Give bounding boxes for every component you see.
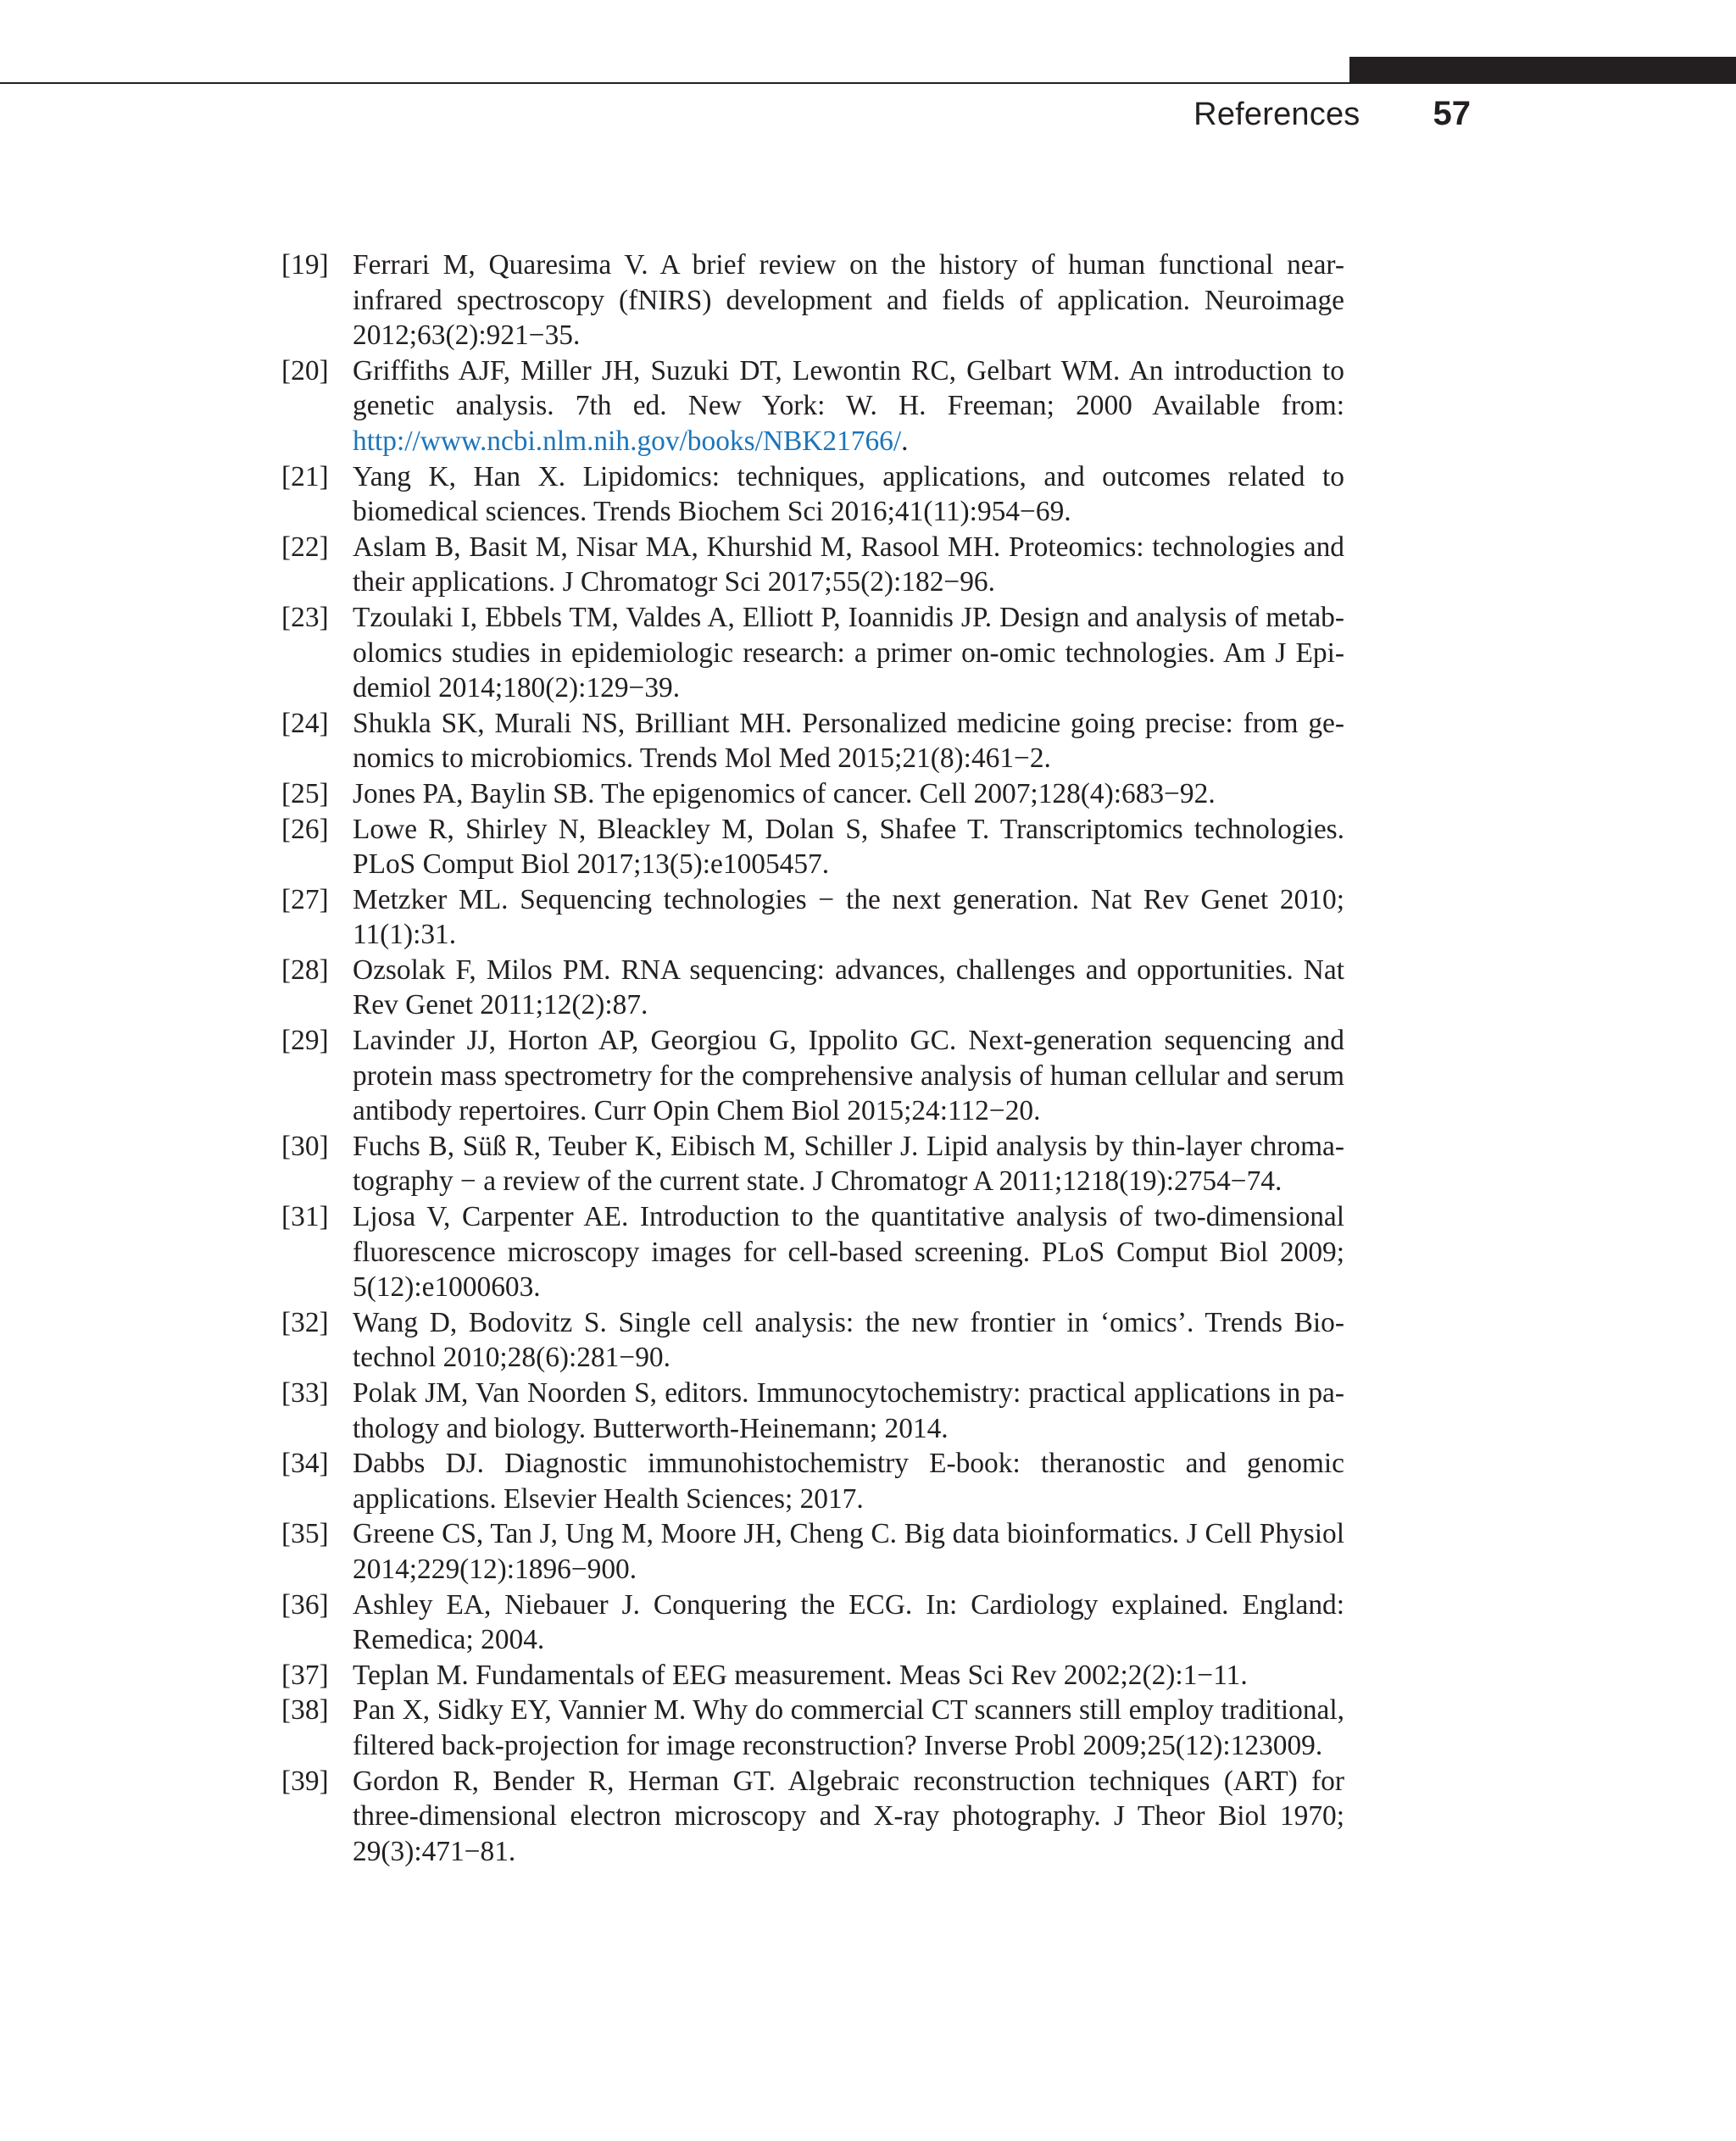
reference-number: [33]: [281, 1377, 329, 1409]
reference-text: Greene CS, Tan J, Ung M, Moore JH, Cheng C. Big data bioinformatics. J Cell Physiol 2014;229(12):1896−900.: [353, 1518, 1344, 1585]
reference-number: [32]: [281, 1306, 329, 1338]
reference-number: [39]: [281, 1765, 329, 1797]
reference-item: [281, 530, 1344, 600]
reference-number: [24]: [281, 707, 329, 739]
reference-text: Shukla SK, Murali NS, Brilliant MH. Personalized medicine going precise: from genomics to microbiomics. Trends Mol Med 2015;21(8):461−2.: [353, 707, 1344, 775]
reference-item: [281, 1023, 1344, 1129]
reference-item: [281, 776, 1344, 812]
reference-item: [281, 812, 1344, 882]
reference-number: [21]: [281, 460, 329, 492]
reference-item: [281, 706, 1344, 776]
reference-number: [38]: [281, 1694, 329, 1727]
reference-text: Wang D, Bodovitz S. Single cell analysis: the new frontier in ‘omics’. Trends Biotechnol 2010;28(6):281−90.: [353, 1306, 1344, 1374]
reference-number: [29]: [281, 1025, 329, 1057]
reference-text: Jones PA, Baylin SB. The epigenomics of cancer. Cell 2007;128(4):683−92.: [353, 777, 1216, 809]
reference-number: [22]: [281, 531, 329, 563]
reference-item: [281, 1588, 1344, 1658]
running-head: [0, 95, 1471, 133]
reference-item: [281, 1693, 1344, 1763]
reference-text: Lowe R, Shirley N, Bleackley M, Dolan S, Shafee T. Transcriptomics technologies. PLoS Comput Biol 2017;13(5):e1005457.: [353, 813, 1344, 881]
reference-item: [281, 953, 1344, 1023]
reference-text: Gordon R, Bender R, Herman GT. Algebraic reconstruction techniques (ART) for three-dimensional electron microscopy and X-ray photography. J Theor Biol 1970; 29(3):471−81.: [353, 1765, 1344, 1867]
reference-number: [35]: [281, 1518, 329, 1550]
reference-text: Ljosa V, Carpenter AE. Introduction to the quantitative analysis of two-dimensional fluorescence microscopy images for cell-based screening. PLoS Comput Biol 2009; 5(12):e1000603.: [353, 1201, 1344, 1304]
reference-item: [281, 1764, 1344, 1870]
reference-suffix: .: [901, 425, 909, 457]
reference-text: Teplan M. Fundamentals of EEG measurement. Meas Sci Rev 2002;2(2):1−11.: [353, 1659, 1248, 1691]
reference-text: Pan X, Sidky EY, Vannier M. Why do commercial CT scanners still employ traditional, filtered back-projection for image reconstruction? Inverse Probl 2009;25(12):123009.: [353, 1694, 1344, 1761]
reference-item: [281, 1446, 1344, 1516]
reference-text: Ashley EA, Niebauer J. Conquering the ECG. In: Cardiology explained. England: Remedica; 2004.: [353, 1588, 1344, 1656]
reference-number: [27]: [281, 883, 329, 915]
reference-item: [281, 1129, 1344, 1199]
reference-number: [30]: [281, 1130, 329, 1162]
reference-number: [31]: [281, 1201, 329, 1233]
reference-number: [25]: [281, 777, 329, 809]
section-title: References: [1194, 97, 1360, 132]
reference-number: [20]: [281, 354, 329, 386]
reference-number: [23]: [281, 601, 329, 633]
reference-item: [281, 247, 1344, 353]
reference-text: Aslam B, Basit M, Nisar MA, Khurshid M, Rasool MH. Proteomics: technologies and their applications. J Chromatogr Sci 2017;55(2):182−96.: [353, 531, 1344, 598]
reference-number: [36]: [281, 1588, 329, 1621]
reference-text: Yang K, Han X. Lipidomics: techniques, applications, and outcomes related to biomedical sciences. Trends Biochem Sci 2016;41(11):954−69.: [353, 460, 1344, 528]
reference-number: [37]: [281, 1659, 329, 1691]
reference-text: Fuchs B, Süß R, Teuber K, Eibisch M, Schiller J. Lipid analysis by thin-layer chromatography − a review of the current state. J Chromatogr A 2011;1218(19):2754−74.: [353, 1130, 1344, 1198]
reference-text: Metzker ML. Sequencing technologies − the next generation. Nat Rev Genet 2010; 11(1):31.: [353, 883, 1344, 951]
page-number: 57: [1433, 95, 1471, 132]
header-bar: [1349, 57, 1736, 84]
reference-item: [281, 1658, 1344, 1693]
reference-number: [34]: [281, 1448, 329, 1480]
reference-number: [26]: [281, 813, 329, 845]
reference-text: Ferrari M, Quaresima V. A brief review on the history of human functional near-infrared spectroscopy (fNIRS) development and fields of application. Neuroimage 2012;63(2):921−35.: [353, 249, 1344, 352]
reference-text: Polak JM, Van Noorden S, editors. Immunocytochemistry: practical applications in pathology and biology. Butterworth-Heinemann; 2014.: [353, 1377, 1344, 1444]
reference-item: [281, 600, 1344, 706]
reference-item: [281, 1516, 1344, 1587]
reference-number: [28]: [281, 954, 329, 986]
reference-link[interactable]: http://www.ncbi.nlm.nih.gov/books/NBK21766/: [353, 425, 902, 457]
reference-list: [281, 247, 1344, 1869]
reference-item: [281, 882, 1344, 953]
reference-item: [281, 353, 1344, 459]
reference-item: [281, 1199, 1344, 1305]
reference-item: [281, 1305, 1344, 1376]
reference-item: [281, 1376, 1344, 1446]
reference-item: [281, 459, 1344, 530]
reference-text: Dabbs DJ. Diagnostic immunohistochemistry E-book: theranostic and genomic applications. Elsevier Health Sciences; 2017.: [353, 1448, 1344, 1515]
reference-text: Ozsolak F, Milos PM. RNA sequencing: advances, challenges and opportunities. Nat Rev Genet 2011;12(2):87.: [353, 954, 1344, 1021]
reference-text: Griffiths AJF, Miller JH, Suzuki DT, Lewontin RC, Gelbart WM. An introduction to genetic analysis. 7th ed. New York: W. H. Freeman; 2000 Available from:: [353, 354, 1344, 422]
reference-text: Tzoulaki I, Ebbels TM, Valdes A, Elliott P, Ioannidis JP. Design and analysis of metabolomics studies in epidemiologic research: a primer on-omic technologies. Am J Epidemiol 2014;180(2):129−39.: [353, 601, 1344, 704]
reference-text: Lavinder JJ, Horton AP, Georgiou G, Ippolito GC. Next-generation sequencing and protein mass spectrometry for the comprehensive analysis of human cellular and serum antibody repertoires. Curr Opin Chem Biol 2015;24:112−20.: [353, 1025, 1344, 1127]
reference-number: [19]: [281, 249, 329, 281]
